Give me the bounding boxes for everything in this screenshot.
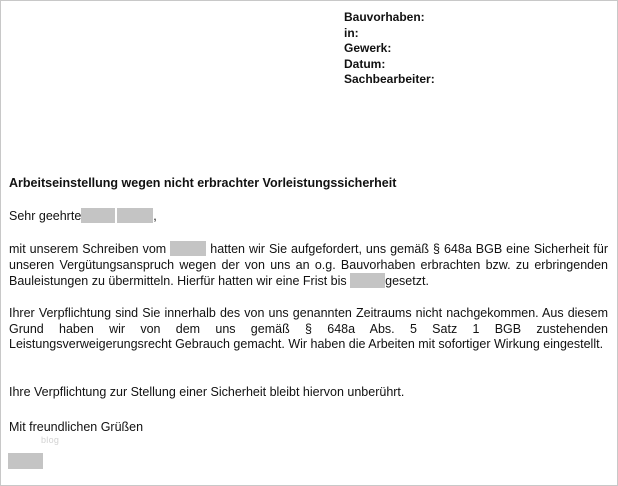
redacted-first-name bbox=[81, 208, 115, 223]
letter-subject: Arbeitseinstellung wegen nicht erbrachter Vorleistungssicherheit bbox=[9, 176, 397, 190]
project-info-block bbox=[344, 10, 604, 88]
letter-body bbox=[9, 174, 608, 434]
bauvorhaben-label: Bauvorhaben: bbox=[344, 10, 425, 24]
redacted-letter-date bbox=[170, 241, 206, 256]
redacted-signature bbox=[8, 453, 43, 469]
redacted-last-name bbox=[117, 208, 153, 223]
paragraph-obligation: Ihre Verpflichtung zur Stellung einer Sicherheit bleibt hiervon unberührt. bbox=[9, 385, 405, 399]
paragraph-request-part1: mit unserem Schreiben vom bbox=[9, 242, 171, 256]
datum-label: Datum: bbox=[344, 56, 386, 71]
paragraph-work-stoppage: Ihrer Verpflichtung sind Sie innerhalb des von uns genannten Zeitraums nicht nachgekommen. Aus diesem Grund haben wir von dem uns gemäß § 648a Abs. 5 Satz 1 BGB zustehenden Leistungsverweigerungsrecht Gebrauch gemacht. Wir haben die Arbeiten mit sofortiger Wirkung eingestellt. bbox=[9, 306, 608, 352]
paragraph-request-part3: gesetzt. bbox=[385, 274, 429, 289]
closing-greeting: Mit freundlichen Grüßen bbox=[9, 420, 144, 434]
watermark-text: blog bbox=[41, 435, 60, 445]
redacted-deadline bbox=[350, 273, 385, 288]
salutation-prefix: Sehr geehrte bbox=[9, 209, 82, 223]
sachbearbeiter-label: Sachbearbeiter: bbox=[344, 72, 435, 86]
paragraph-request bbox=[9, 241, 608, 290]
salutation-suffix: , bbox=[153, 209, 157, 223]
salutation bbox=[9, 207, 157, 225]
paragraph-request-part2: hatten wir Sie aufgefordert, uns gemäß § 648a BGB eine Sicherheit für unseren Vergütungsanspruch wegen der von uns an o.g. Bauvorhaben erbrachten bzw. zu erbringenden Bauleistungen zu übermitteln. Hierfür hatten wir eine Frist bis bbox=[9, 242, 608, 289]
location-label: in: bbox=[344, 25, 359, 40]
gewerk-label: Gewerk: bbox=[344, 41, 392, 55]
